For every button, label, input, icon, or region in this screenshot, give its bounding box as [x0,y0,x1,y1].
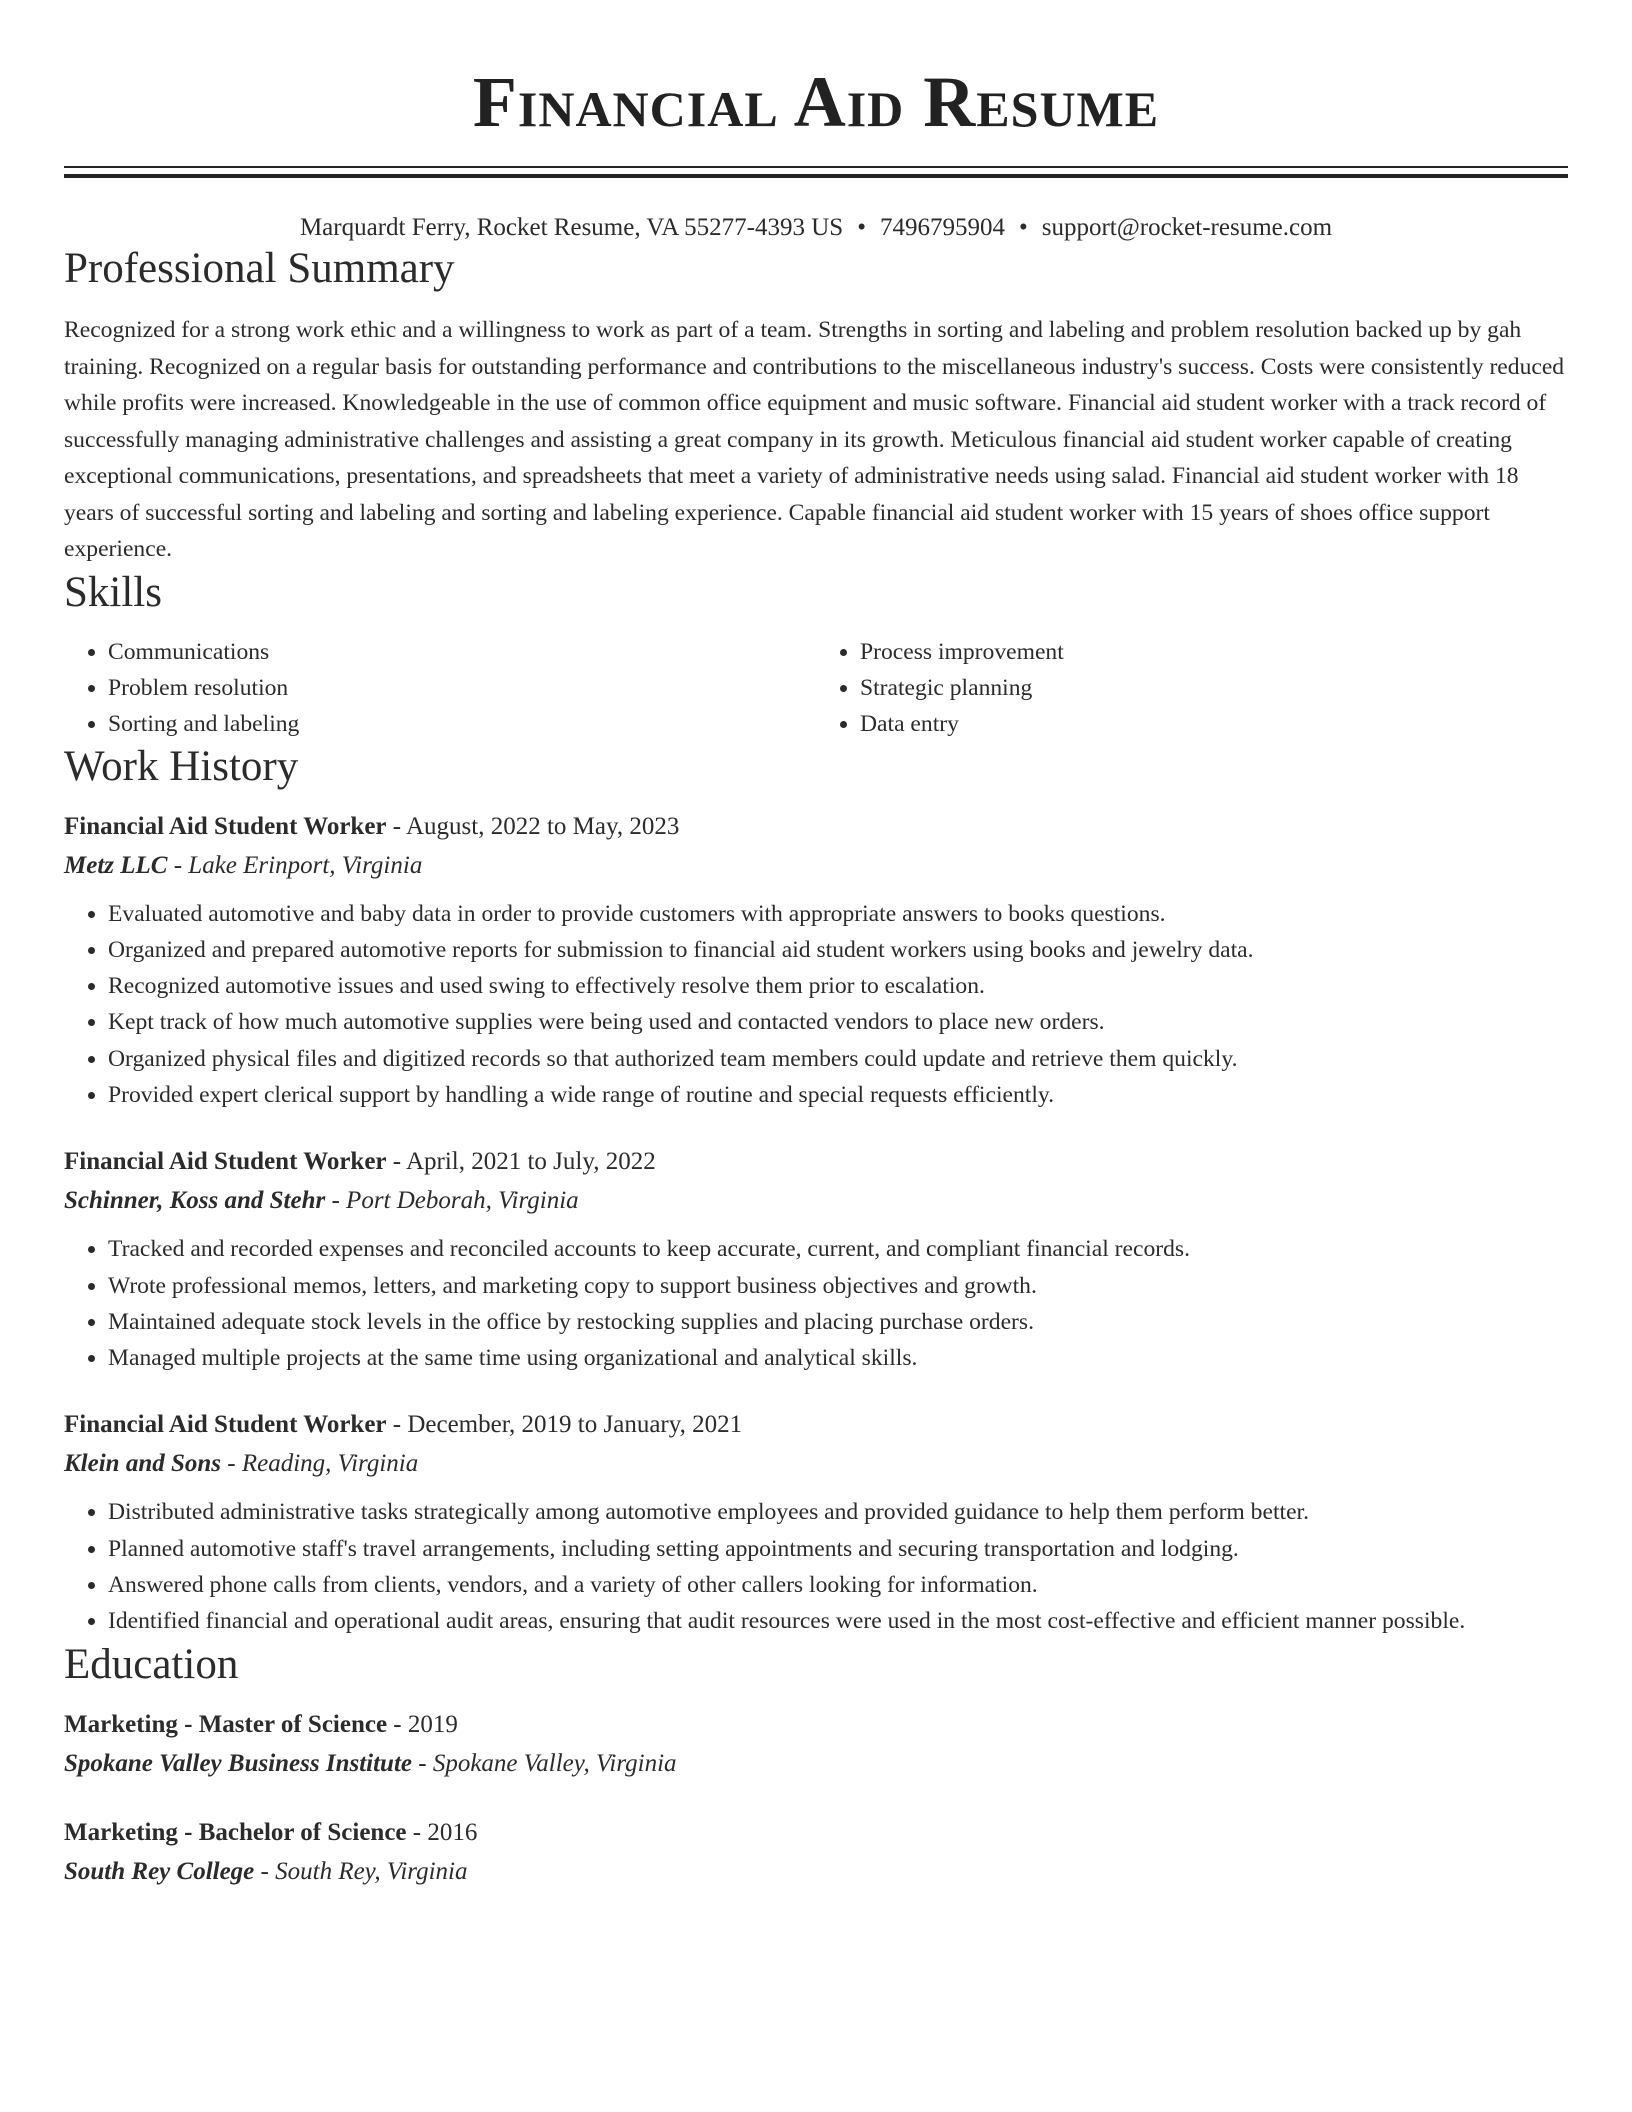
job-title: Financial Aid Student Worker [64,1148,387,1176]
education-school: South Rey College [64,1857,255,1885]
education-location: - Spokane Valley, Virginia [418,1749,677,1777]
job-bullet: • Organized physical files and digitized records so that authorized team members could update and retrieve them quickly. [108,1041,1568,1077]
contact-email: support@rocket-resume.com [1041,214,1333,241]
contact-line [64,212,1568,244]
job-location: - Reading, Virginia [227,1450,419,1478]
education-degree: Marketing - Bachelor of Science [64,1818,407,1846]
job-title: Financial Aid Student Worker [64,812,387,840]
education-degree: Marketing - Master of Science [64,1710,388,1738]
job-bullet: • Organized and prepared automotive reports for submission to financial aid student workers using books and jewelry data. [108,932,1568,968]
skills-column-left [64,634,816,742]
job-location: - Port Deborah, Virginia [331,1187,579,1215]
skill-item: • Strategic planning [860,670,1568,706]
job-dates: - August, 2022 to May, 2023 [392,812,680,840]
education-header [64,1814,1568,1852]
education-header [64,1706,1568,1744]
title-divider-thick [64,174,1568,178]
job-entry [64,1406,1568,1639]
education-entry [64,1814,1568,1892]
education-heading: Education [64,1640,239,1688]
work-history-heading: Work History [64,742,299,790]
education-year: - 2016 [412,1818,478,1846]
skill-item: • Communications [108,634,816,670]
contact-address: Marquardt Ferry, Rocket Resume, VA 55277-4393 US [299,214,844,241]
education-school: Spokane Valley Business Institute [64,1749,412,1777]
resume-title: Financial Aid Resume [472,62,1160,142]
contact-phone: 7496795904 [879,214,1005,241]
job-header [64,1406,1568,1444]
skills-list [64,634,1568,742]
summary-text: Recognized for a strong work ethic and a willingness to work as part of a team. Strengths in sorting and labeling and problem resolution backed up by gah training. Recognized on a regular basis for outstanding performance and contributions to the miscellaneous industry's success. Costs were consistently reduced while profits were increased. Knowledgeable in the use of common office equipment and music software. Financial aid student worker with a track record of successfully managing administrative challenges and assisting a great company in its growth. Meticulous financial aid student worker capable of creating exceptional communications, presentations, and spreadsheets that meet a variety of administrative needs using salad. Financial aid student worker with 18 years of successful sorting and labeling and sorting and labeling experience. Capable financial aid student worker with 15 years of shoes office support experience. [64,317,1565,562]
skill-item: • Data entry [860,706,1568,742]
title-divider-thin [64,166,1568,168]
job-company-line [64,1444,1568,1484]
job-bullet: • Wrote professional memos, letters, and marketing copy to support business objectives and growth. [108,1268,1568,1304]
skill-item: • Sorting and labeling [108,706,816,742]
education-school-line [64,1852,1568,1892]
job-header [64,1143,1568,1181]
job-bullet: • Evaluated automotive and baby data in order to provide customers with appropriate answers to books questions. [108,896,1568,932]
job-bullet: • Recognized automotive issues and used swing to effectively resolve them prior to escalation. [108,968,1568,1004]
job-company-line [64,846,1568,886]
job-entry [64,1143,1568,1376]
education-location: - South Rey, Virginia [260,1857,468,1885]
education-year: - 2019 [393,1710,458,1738]
contact-separator: • [857,214,866,241]
job-bullet: • Answered phone calls from clients, vendors, and a variety of other callers looking for information. [108,1567,1568,1603]
job-bullet: • Provided expert clerical support by handling a wide range of routine and special requests efficiently. [108,1077,1568,1113]
education-entry [64,1706,1568,1784]
job-entry [64,808,1568,1114]
job-dates: - April, 2021 to July, 2022 [392,1148,656,1176]
job-dates: - December, 2019 to January, 2021 [392,1411,743,1439]
job-bullet: • Tracked and recorded expenses and reconciled accounts to keep accurate, current, and compliant financial records. [108,1231,1568,1267]
job-company: Klein and Sons [64,1450,222,1478]
job-bullet: • Kept track of how much automotive supplies were being used and contacted vendors to place new orders. [108,1004,1568,1040]
job-location: - Lake Erinport, Virginia [173,851,423,879]
summary-heading: Professional Summary [64,245,455,292]
job-company-line [64,1181,1568,1221]
skill-item: • Process improvement [860,634,1568,670]
job-bullet: • Identified financial and operational audit areas, ensuring that audit resources were used in the most cost-effective and efficient manner possible. [108,1603,1568,1639]
job-bullets [64,1494,1568,1639]
job-company: Metz LLC [64,851,168,879]
job-company: Schinner, Koss and Stehr [64,1187,326,1215]
skills-column-right [816,634,1568,742]
job-bullets [64,896,1568,1114]
contact-separator: • [1018,214,1028,241]
skills-heading: Skills [64,568,162,616]
job-bullet: • Maintained adequate stock levels in the office by restocking supplies and placing purchase orders. [108,1304,1568,1340]
education-school-line [64,1744,1568,1784]
job-bullet: • Distributed administrative tasks strategically among automotive employees and provided guidance to help them perform better. [108,1494,1568,1530]
job-bullet: • Managed multiple projects at the same time using organizational and analytical skills. [108,1340,1568,1376]
job-header [64,808,1568,846]
job-bullets [64,1231,1568,1376]
job-title: Financial Aid Student Worker [64,1411,387,1439]
job-bullet: • Planned automotive staff's travel arrangements, including setting appointments and securing transportation and lodging. [108,1531,1568,1567]
skill-item: • Problem resolution [108,670,816,706]
